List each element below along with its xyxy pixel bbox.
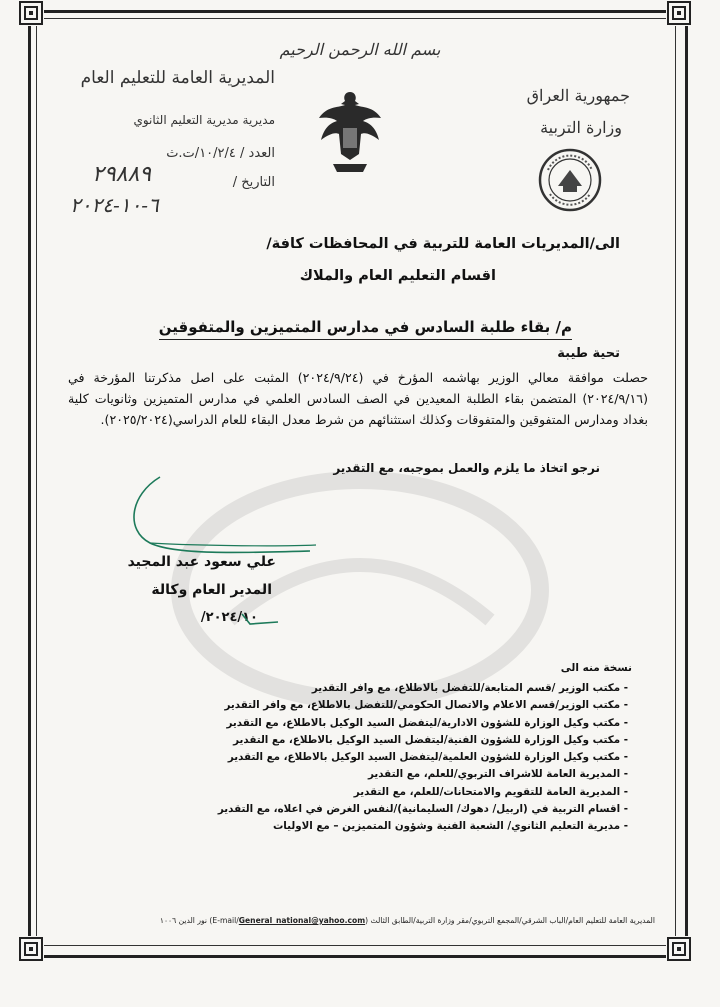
- date-label: التاريخ /: [232, 175, 275, 190]
- signatory-name: علي سعود عبد المجيد: [127, 554, 276, 570]
- signature-date: ٢٠٢٤/١٠/: [200, 610, 258, 625]
- list-item: - اقسام التربية في (اربيل/ دهوك/ السليمانية)/لنفس الغرض في اعلاه، مع التقدير: [217, 803, 628, 816]
- corner-ornament-icon: [666, 0, 692, 26]
- recipient-line-1: الى/المديريات العامة للتربية في المحافظات كافة/: [266, 236, 620, 252]
- corner-ornament-icon: [18, 936, 44, 962]
- checkmark-icon: [240, 608, 280, 628]
- signatory-title: المدير العام وكالة: [151, 582, 272, 598]
- reference-number: العدد / ١٠/٢/٤/ت.ث: [166, 146, 275, 161]
- list-item: - مكتب وكيل الوزارة للشؤون الادارية/ليتفضل السيد الوكيل بالاطلاع، مع التقدير: [226, 716, 628, 729]
- ministry-name: وزارة التربية: [540, 118, 622, 137]
- country-name: جمهورية العراق: [526, 86, 630, 105]
- body-paragraph: حصلت موافقة معالي الوزير بهاشمه المؤرخ في (٢٠٢٤/٩/٢٤) المثبت على اصل مذكرتنا المؤرخة في (٢٠٢٤/٩/١٦) المتضمن بقاء الطلبة المعيدين في الصف السادس العلمي في مدارس المتميزين وثانويات كلية بغداد ومدارس المتفوقين والمتفوقات وكذلك استثنائهم من شرط معدل البقاء للعام الدراسي(٢٠٢٥/٢٠٢٤).: [68, 370, 648, 427]
- footer-email-link[interactable]: General_national@yahoo.com: [238, 916, 366, 925]
- list-item: - مكتب وكيل الوزارة للشؤون الفنية/ليتفضل السيد الوكيل بالاطلاع، مع التقدير: [233, 733, 628, 746]
- copies-heading: نسخة منه الى: [560, 662, 632, 674]
- footer-email-label: (E-mail/: [212, 916, 369, 925]
- list-item: - مكتب الوزير /قسم المتابعة/للتفضل بالاطلاع، مع وافر التقدير: [311, 682, 628, 694]
- handwritten-number: ٢٩٨٨٩: [92, 162, 152, 187]
- greeting: تحية طيبة: [557, 346, 620, 361]
- handwritten-date: ٦-١٠-٢٠٢٤: [70, 193, 159, 217]
- footer-address: المديرية العامة للتعليم العام/الباب الشرقي/المجمع التربوي/مقر وزارة التربية/الطابق الثالث: [370, 916, 655, 925]
- ministry-seal-icon: [538, 148, 602, 212]
- handwritten-signature-icon: [120, 475, 320, 565]
- directorate-general-title: المديرية العامة للتعليم العام: [80, 68, 275, 88]
- subject-line: م/ بقاء طلبة السادس في مدارس المتميزين والمتفوقين: [159, 318, 572, 340]
- corner-ornament-icon: [666, 936, 692, 962]
- list-item: - مكتب الوزير/قسم الاعلام والاتصال الحكومي/للتفضل بالاطلاع، مع وافر التقدير: [224, 699, 628, 712]
- basmala: بسم الله الرحمن الرحيم: [279, 40, 441, 59]
- recipient-line-2: اقسام التعليم العام والملاك: [299, 268, 496, 284]
- list-item: - مكتب وكيل الوزارة للشؤون العلمية/ليتفضل السيد الوكيل بالاطلاع، مع التقدير: [227, 751, 628, 764]
- corner-ornament-icon: [18, 0, 44, 26]
- list-item: - المديرية العامة للاشراف التربوي/للعلم، مع التقدير: [367, 768, 628, 781]
- copies-list: [108, 680, 628, 836]
- list-item: - المديرية العامة للتقويم والامتحانات/للعلم، مع التقدير: [353, 785, 628, 798]
- iraq-eagle-emblem-icon: [315, 88, 385, 178]
- directorate-title: مديرية مديرية التعليم الثانوي: [133, 113, 275, 127]
- footer: [100, 916, 655, 925]
- closing-line: نرجو اتخاذ ما يلزم والعمل بموجبه، مع التقدير: [333, 461, 600, 475]
- footer-postal: ) نور الدين ١٠٠٦: [159, 916, 213, 925]
- list-item: - مديرية التعليم الثانوي/ الشعبة الفنية وشؤون المتميزين – مع الاوليات: [272, 820, 628, 833]
